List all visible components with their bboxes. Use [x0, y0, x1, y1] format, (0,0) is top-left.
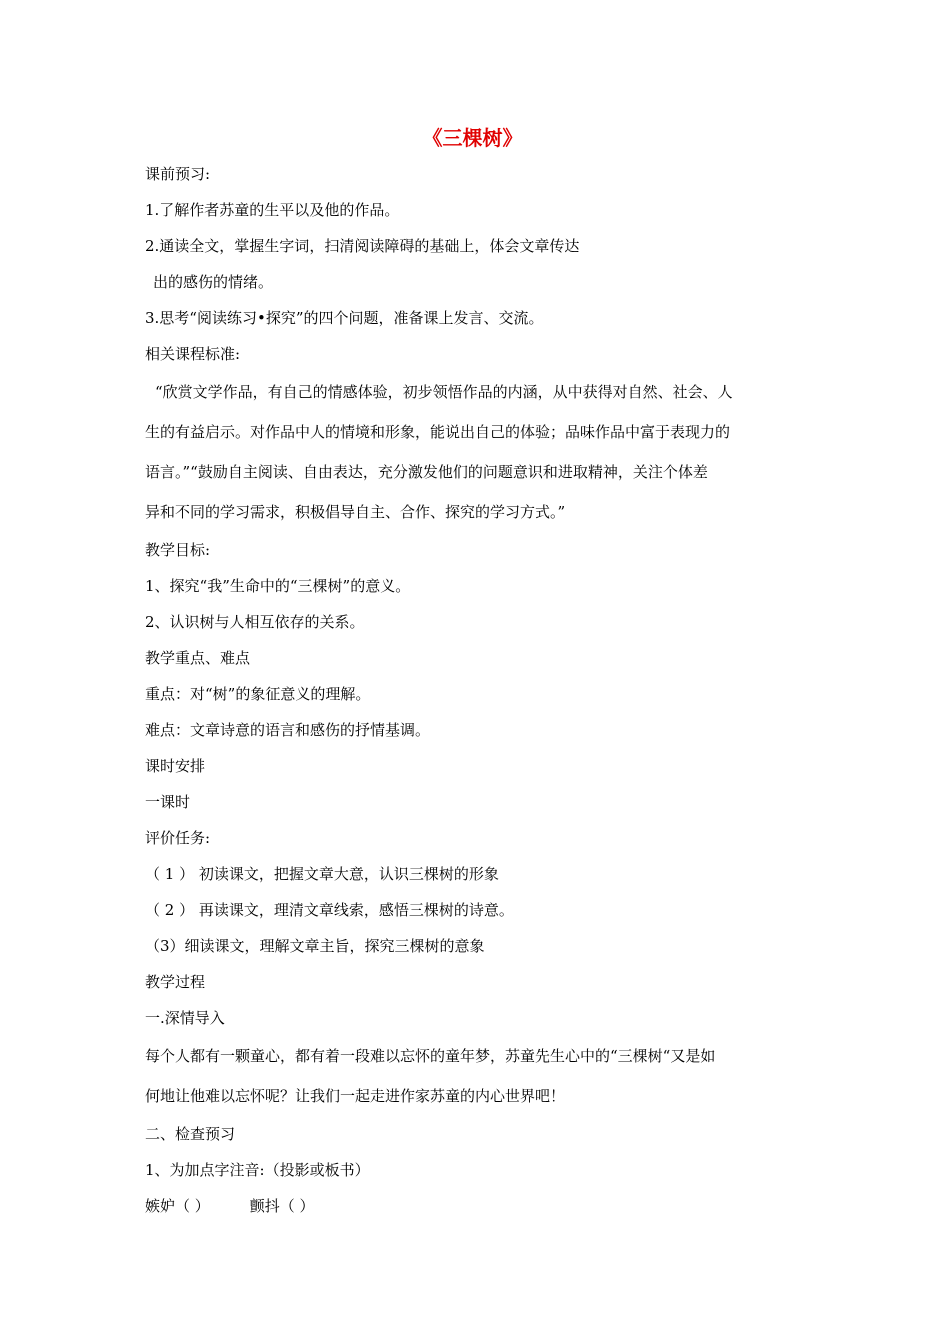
- standard-quote: [145, 372, 810, 532]
- preview-item-1: 1.了解作者苏童的生平以及他的作品。: [145, 201, 400, 219]
- preview-heading: 课前预习:: [145, 165, 211, 183]
- goals-heading: 教学目标:: [145, 541, 211, 559]
- keypoints-key: 重点：对“树”的象征意义的理解。: [145, 685, 371, 703]
- word-1: 嫉妒（ ）: [145, 1197, 210, 1215]
- schedule-heading: 课时安排: [145, 757, 206, 775]
- tasks-item-3: （3）细读课文，理解文章主旨，探究三棵树的意象: [145, 937, 485, 955]
- process-section-2: 二、检查预习: [145, 1125, 236, 1143]
- preview-item-3: 3.思考“阅读练习•探究”的四个问题，准备课上发言、交流。: [145, 309, 544, 327]
- process-heading: 教学过程: [145, 973, 206, 991]
- preview-item-2-line-1: 2.通读全文，掌握生字词，扫清阅读障碍的基础上，体会文章传达: [145, 237, 580, 255]
- standard-heading: 相关课程标准:: [145, 345, 241, 363]
- document-title: 《三棵树》: [422, 126, 523, 150]
- process-intro-line-2: 何地让他难以忘怀呢？让我们一起走进作家苏童的内心世界吧！: [145, 1087, 566, 1105]
- tasks-item-1: （ 1 ） 初读课文，把握文章大意，认识三棵树的形象: [145, 865, 499, 883]
- word-2: 颤抖（ ）: [249, 1197, 315, 1215]
- process-section-1: 一.深情导入: [145, 1009, 225, 1027]
- standard-line-4: 异和不同的学习需求，积极倡导自主、合作、探究的学习方式。”: [145, 503, 566, 521]
- standard-line-2: 生的有益启示。对作品中人的情境和形象，能说出自己的体验；品味作品中富于表现力的: [145, 423, 731, 441]
- goals-item-1: 1、探究“我”生命中的“三棵树”的意义。: [145, 577, 411, 595]
- process-check-1: 1、为加点字注音:（投影或板书）: [145, 1161, 370, 1179]
- schedule-value: 一课时: [145, 793, 191, 811]
- process-intro: [145, 1036, 810, 1116]
- process-words: [145, 1188, 810, 1224]
- document-page: [145, 120, 810, 1224]
- goals-item-2: 2、认识树与人相互依存的关系。: [145, 613, 365, 631]
- process-intro-line-1: 每个人都有一颗童心，都有着一段难以忘怀的童年梦，苏童先生心中的“三棵树“又是如: [145, 1047, 716, 1065]
- tasks-item-2: （ 2 ） 再读课文，理清文章线索，感悟三棵树的诗意。: [145, 901, 514, 919]
- keypoints-heading: 教学重点、难点: [145, 649, 251, 667]
- standard-line-1: “欣赏文学作品，有自己的情感体验，初步领悟作品的内涵，从中获得对自然、社会、人: [155, 383, 733, 401]
- keypoints-difficult: 难点：文章诗意的语言和感伤的抒情基调。: [145, 721, 431, 739]
- standard-line-3: 语言。”“鼓励自主阅读、自由表达，充分激发他们的问题意识和进取精神，关注个体差: [145, 463, 708, 481]
- preview-item-2-line-2: 出的感伤的情绪。: [153, 273, 274, 291]
- tasks-heading: 评价任务:: [145, 829, 211, 847]
